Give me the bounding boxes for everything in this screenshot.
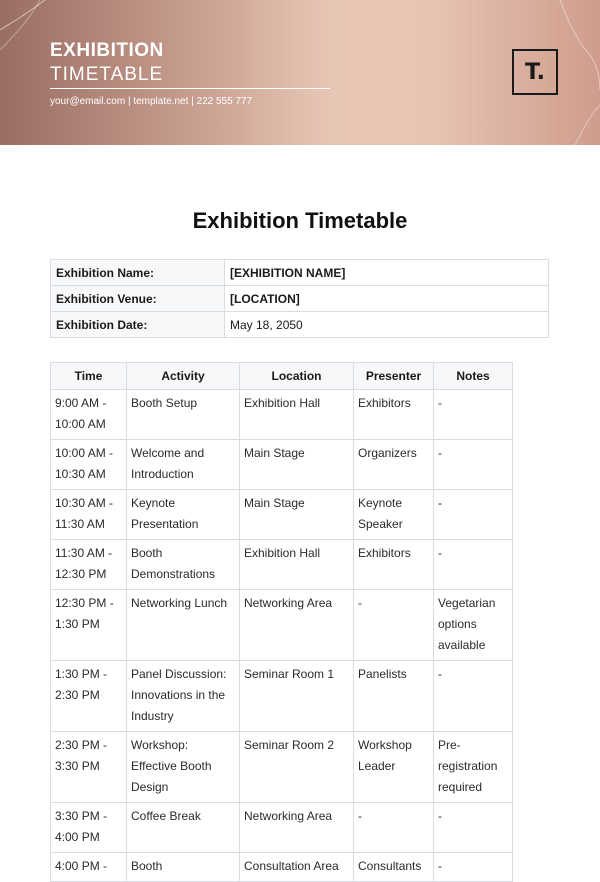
cell-notes: - [434, 390, 513, 440]
cell-location: Networking Area [240, 590, 354, 661]
info-value: [EXHIBITION NAME] [225, 260, 549, 286]
cell-time: 1:30 PM - 2:30 PM [51, 661, 127, 732]
table-row [51, 490, 513, 540]
table-row [51, 732, 513, 803]
cell-activity: Workshop: Effective Booth Design [127, 732, 240, 803]
contact-line: your@email.com | template.net | 222 555 777 [50, 96, 253, 107]
cell-notes: - [434, 853, 513, 882]
cell-activity: Networking Lunch [127, 590, 240, 661]
cell-notes: - [434, 803, 513, 853]
cell-activity: Booth [127, 853, 240, 882]
column-header-presenter: Presenter [354, 363, 434, 390]
cell-notes: Vegetarian options available [434, 590, 513, 661]
table-row [51, 590, 513, 661]
exhibition-info-table [50, 259, 549, 338]
cell-notes: - [434, 540, 513, 590]
cell-location: Main Stage [240, 490, 354, 540]
table-row [51, 853, 513, 882]
cell-time: 12:30 PM - 1:30 PM [51, 590, 127, 661]
cell-presenter: Panelists [354, 661, 434, 732]
cell-activity: Booth Setup [127, 390, 240, 440]
cell-presenter: Exhibitors [354, 540, 434, 590]
cell-activity: Panel Discussion: Innovations in the Industry [127, 661, 240, 732]
cell-notes: Pre-registration required [434, 732, 513, 803]
column-header-time: Time [51, 363, 127, 390]
cell-location: Networking Area [240, 803, 354, 853]
info-label: Exhibition Name: [51, 260, 225, 286]
column-header-activity: Activity [127, 363, 240, 390]
cell-presenter: Organizers [354, 440, 434, 490]
cell-presenter: Exhibitors [354, 390, 434, 440]
cell-notes: - [434, 440, 513, 490]
info-label: Exhibition Date: [51, 312, 225, 338]
brand-subtitle: TIMETABLE [50, 64, 164, 85]
info-value: May 18, 2050 [225, 312, 549, 338]
table-row [51, 803, 513, 853]
info-value: [LOCATION] [225, 286, 549, 312]
header-banner [0, 0, 600, 145]
info-row-venue [51, 286, 549, 312]
table-row [51, 661, 513, 732]
logo: T. [512, 49, 558, 95]
cell-time: 11:30 AM - 12:30 PM [51, 540, 127, 590]
cell-presenter: - [354, 590, 434, 661]
cell-presenter: - [354, 803, 434, 853]
brand-divider [50, 88, 330, 89]
brand-title: EXHIBITION [50, 40, 164, 61]
cell-location: Exhibition Hall [240, 390, 354, 440]
schedule-body [51, 390, 513, 882]
cell-notes: - [434, 661, 513, 732]
cell-presenter: Keynote Speaker [354, 490, 434, 540]
table-row [51, 440, 513, 490]
cell-time: 9:00 AM - 10:00 AM [51, 390, 127, 440]
cell-activity: Booth Demonstrations [127, 540, 240, 590]
cell-time: 2:30 PM - 3:30 PM [51, 732, 127, 803]
cell-location: Consultation Area [240, 853, 354, 882]
info-label: Exhibition Venue: [51, 286, 225, 312]
column-header-location: Location [240, 363, 354, 390]
cell-location: Exhibition Hall [240, 540, 354, 590]
cell-location: Seminar Room 2 [240, 732, 354, 803]
info-row-date [51, 312, 549, 338]
cell-location: Main Stage [240, 440, 354, 490]
cell-activity: Keynote Presentation [127, 490, 240, 540]
info-row-name [51, 260, 549, 286]
cell-notes: - [434, 490, 513, 540]
cell-time: 10:30 AM - 11:30 AM [51, 490, 127, 540]
cell-time: 3:30 PM - 4:00 PM [51, 803, 127, 853]
table-row [51, 540, 513, 590]
cell-time: 10:00 AM - 10:30 AM [51, 440, 127, 490]
cell-activity: Welcome and Introduction [127, 440, 240, 490]
column-header-notes: Notes [434, 363, 513, 390]
page-title: Exhibition Timetable [192, 208, 408, 233]
schedule-table [50, 362, 513, 882]
schedule-header-row [51, 363, 513, 390]
table-row [51, 390, 513, 440]
cell-presenter: Workshop Leader [354, 732, 434, 803]
cell-presenter: Consultants [354, 853, 434, 882]
cell-time: 4:00 PM - [51, 853, 127, 882]
cell-activity: Coffee Break [127, 803, 240, 853]
cell-location: Seminar Room 1 [240, 661, 354, 732]
